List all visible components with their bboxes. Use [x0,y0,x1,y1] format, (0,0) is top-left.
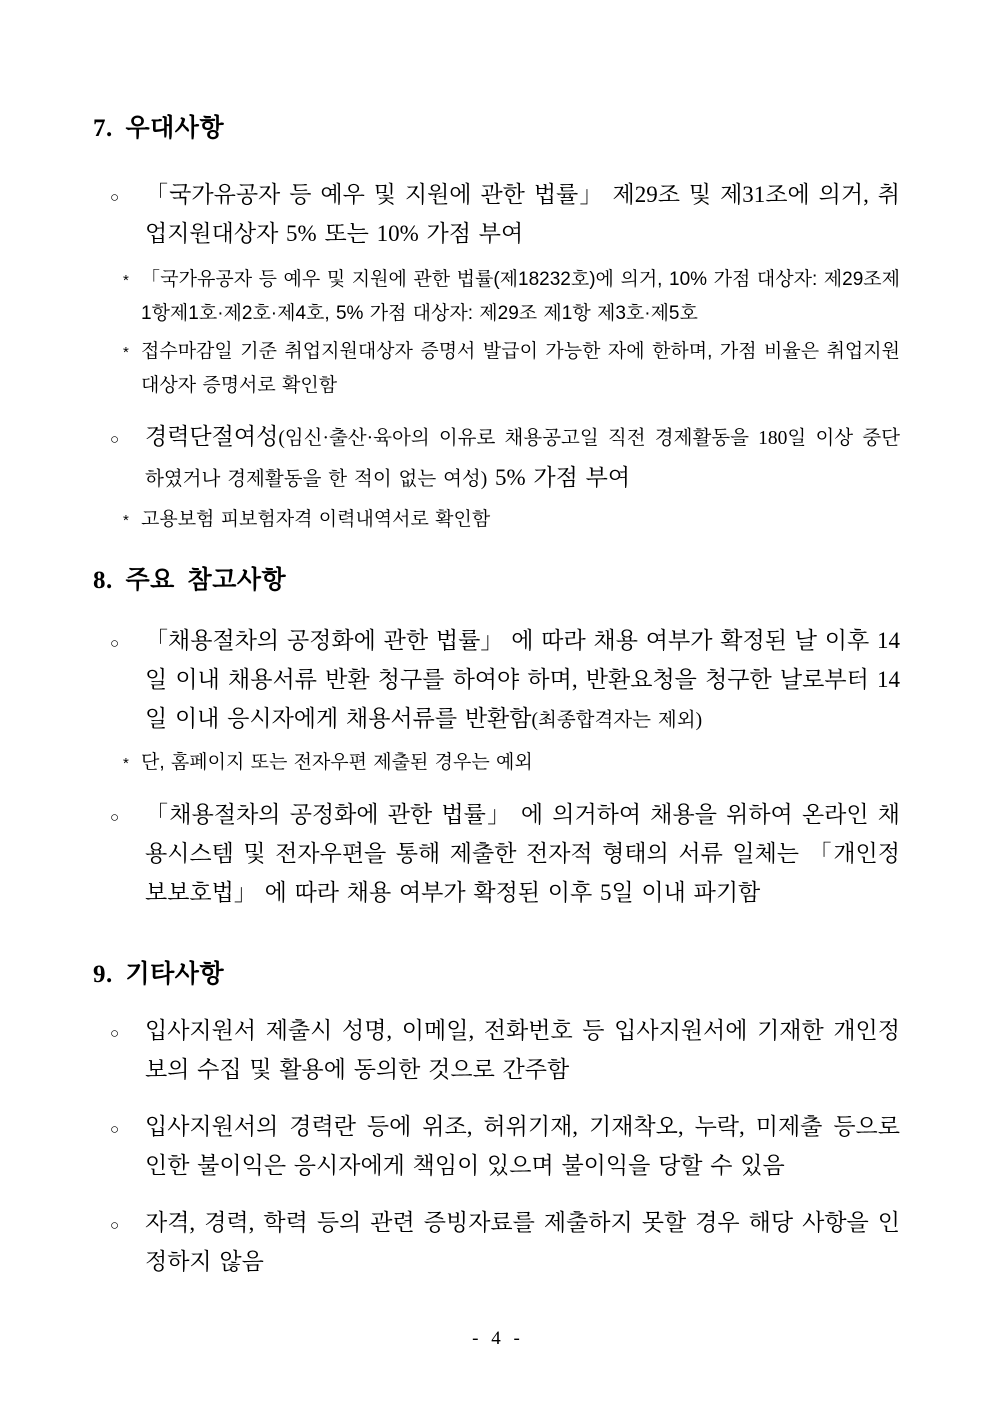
item-text-main: 자격, 경력, 학력 등의 관련 증빙자료를 제출하지 못할 경우 해당 사항을 인정하지 않음 [145,1210,900,1274]
footnote-item [93,335,900,403]
item-text [145,795,900,912]
item-text-main: 입사지원서의 경력란 등에 위조, 허위기재, 기재착오, 누락, 미제출 등으로 인한 불이익은 응시자에게 책임이 있으며 불이익을 당할 수 있음 [145,1114,900,1178]
list-item [93,1107,900,1185]
footnote-text: 「국가유공자 등 예우 및 지원에 관한 법률(제18232호)에 의거, 10% 가점 대상자: 제29조제1항제1호·제2호·제4호, 5% 가점 대상자: 제29조 제1항 제3호·제5호 [141,269,900,324]
page-number: - 4 - [472,1328,520,1349]
footnote-text: 고용보험 피보험자격 이력내역서로 확인함 [141,509,491,530]
bullet-marker: ○ [110,1218,120,1234]
footnote-text: 접수마감일 기준 취업지원대상자 증명서 발급이 가능한 자에 한하며, 가점 비율은 취업지원대상자 증명서로 확인함 [141,341,900,396]
bullet-marker: ○ [110,1026,120,1042]
footnote-text: 단, 홈페이지 또는 전자우편 제출된 경우는 예외 [141,752,533,773]
footnote-item [93,503,900,538]
item-text [145,1203,900,1281]
bullet-marker: ○ [110,1122,120,1138]
item-text [145,1011,900,1089]
list-item [93,795,900,912]
section-9-title: 9. 기타사항 [93,961,225,988]
item-text-main: 「채용절차의 공정화에 관한 법률」 에 따라 채용 여부가 확정된 날 이후 14일 이내 채용서류 반환 청구를 하여야 하며, 반환요청을 청구한 날로부터 14일 이내 응시자에게 채용서류를 반환함 [145,628,900,731]
item-text-main: 「국가유공자 등 예우 및 지원에 관한 법률」 제29조 및 제31조에 의거, 취업지원대상자 5% 또는 10% 가점 부여 [145,182,900,246]
item-text-post: 5% 가점 부여 [487,465,631,490]
document-content [93,112,900,1281]
footnote-item [93,263,900,331]
section-7-title: 7. 우대사항 [93,115,225,142]
bullet-marker: ○ [110,190,120,206]
list-item [93,175,900,255]
item-text [145,175,900,255]
footnote-marker: * [123,512,129,529]
list-item [93,1203,900,1281]
section-8-title: 8. 주요 참고사항 [93,567,287,594]
list-item [93,621,900,740]
list-item [93,1011,900,1089]
list-item [93,417,900,499]
item-text [145,417,900,499]
item-text [145,1107,900,1185]
footnote-marker: * [123,755,129,772]
item-text-main: 경력단절여성 [145,424,279,449]
footnote-marker: * [123,344,129,361]
item-text [145,621,900,740]
bullet-marker: ○ [110,636,120,652]
item-text-main: 「채용절차의 공정화에 관한 법률」 에 의거하여 채용을 위하여 온라인 채용시스템 및 전자우편을 통해 제출한 전자적 형태의 서류 일체는 「개인정보보호법」 에 따라 채용 여부가 확정된 이후 5일 이내 파기함 [145,802,900,905]
bullet-marker: ○ [110,810,120,826]
footnote-item [93,746,900,781]
item-text-main: 입사지원서 제출시 성명, 이메일, 전화번호 등 입사지원서에 기재한 개인정보의 수집 및 활용에 동의한 것으로 간주함 [145,1018,900,1082]
item-text-paren: (임신·출산·육아의 이유로 채용공고일 직전 경제활동을 180일 이상 중단하였거나 경제활동을 한 적이 없는 여성) [145,428,900,490]
item-text-paren: (최종합격자는 제외) [531,710,703,731]
bullet-marker: ○ [110,432,120,448]
footnote-marker: * [123,272,129,289]
